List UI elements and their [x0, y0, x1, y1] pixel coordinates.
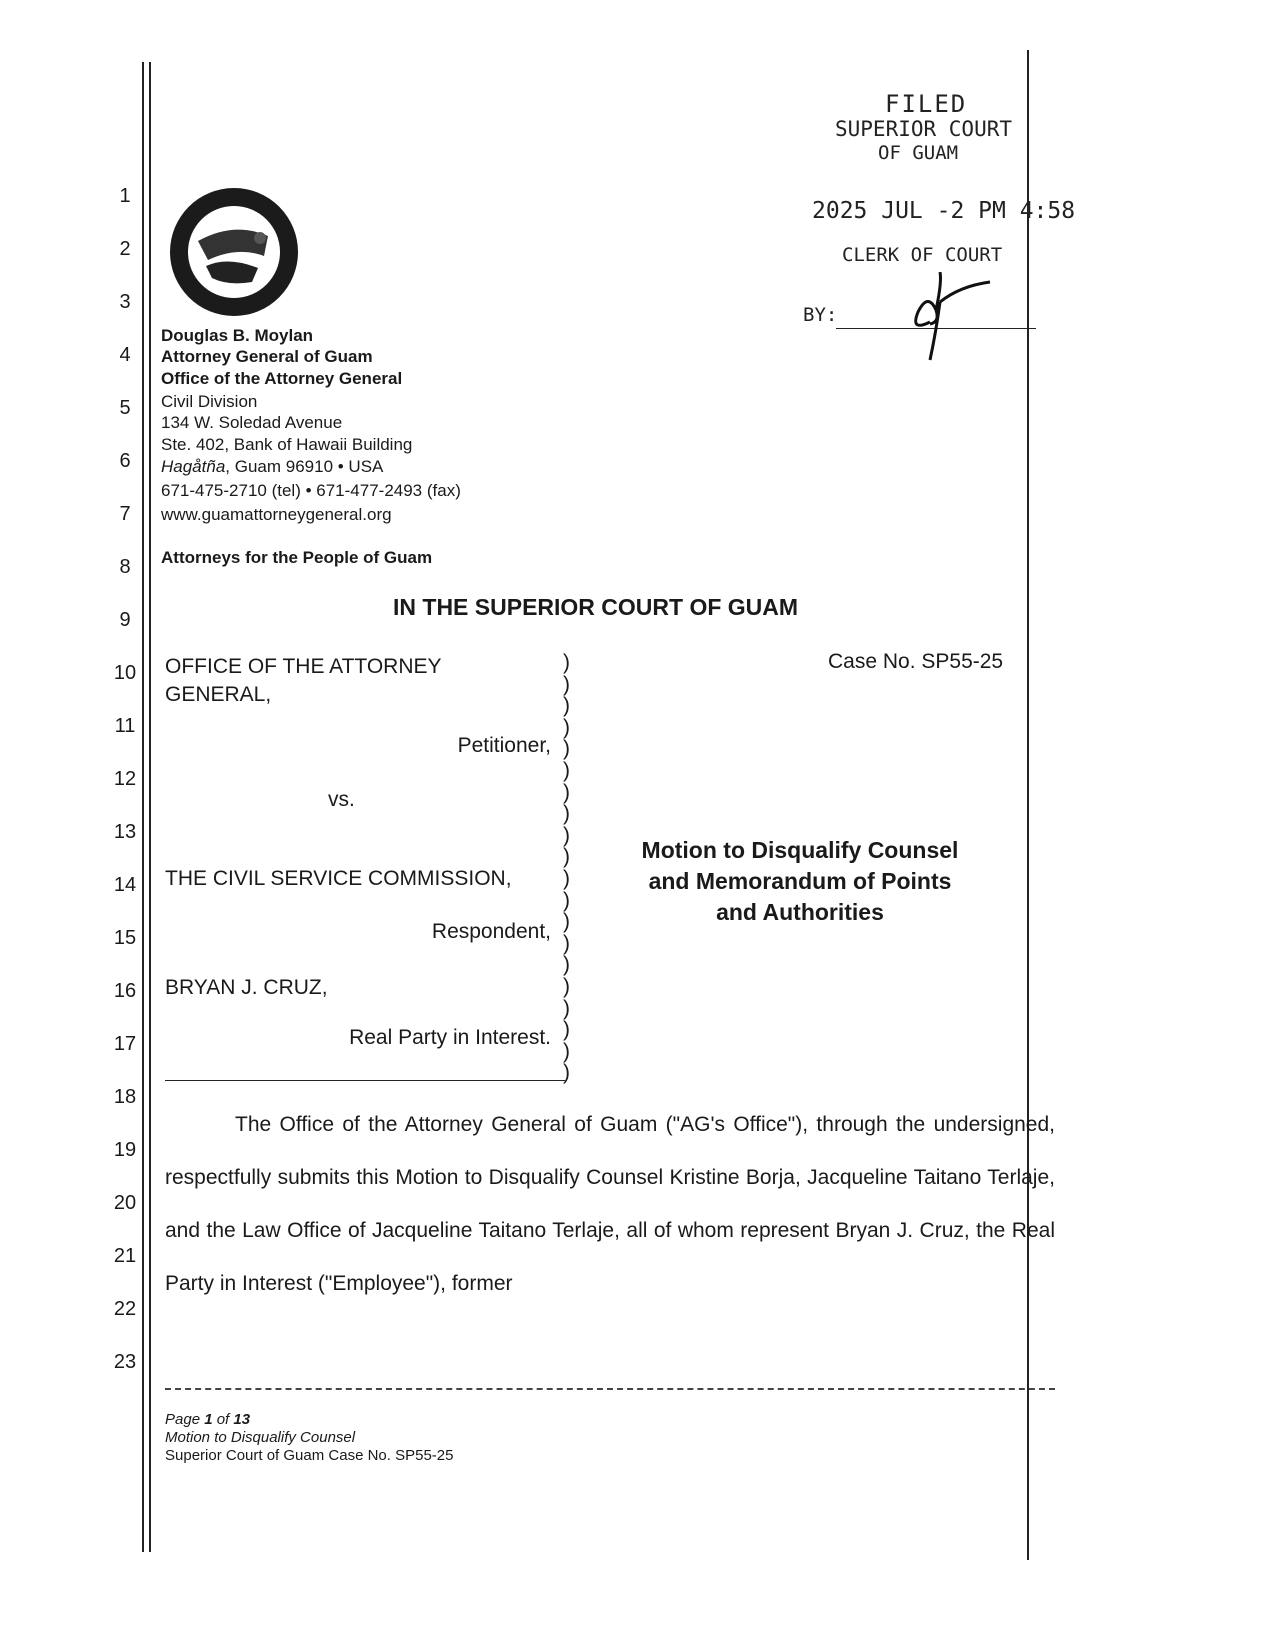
caption-paren: ) — [563, 975, 570, 998]
caption-paren: ) — [563, 651, 570, 674]
phone: 671-475-2710 (tel) • 671-477-2493 (fax) — [161, 481, 461, 500]
caption-paren: ) — [563, 1039, 570, 1063]
city: Hagåtña — [161, 457, 226, 476]
body-paragraph: The Office of the Attorney General of Guam ("AG's Office"), through the undersigned, respectfully submits this Motion to Disqualify Counsel Kristine Borja, Jacqueline Taitano Terlaje, and the Law Office of Jacqueline Taitano Terlaje, all of whom represent Bryan J. Cruz, the Real Party in Interest ("Employee"), former — [165, 1113, 1055, 1295]
line-number: 7 — [119, 503, 131, 525]
line-number: 9 — [119, 609, 131, 631]
caption-paren: ) — [563, 845, 570, 869]
caption-paren: ) — [563, 737, 570, 761]
caption-underline — [165, 1080, 565, 1081]
line-number: 4 — [119, 344, 131, 366]
document-title-3: and Authorities — [716, 899, 884, 925]
page-of: of — [212, 1411, 234, 1428]
division: Civil Division — [161, 392, 258, 411]
caption-paren: ) — [563, 715, 570, 739]
court-title: IN THE SUPERIOR COURT OF GUAM — [393, 594, 799, 620]
petitioner-name-1: OFFICE OF THE ATTORNEY — [165, 655, 442, 678]
real-party-name: BRYAN J. CRUZ, — [165, 976, 328, 999]
caption-paren: ) — [563, 780, 570, 804]
caption-paren: ) — [563, 931, 570, 955]
footer-case: Superior Court of Guam Case No. SP55-25 — [165, 1447, 454, 1464]
caption-paren: ) — [563, 672, 570, 696]
line-number: 5 — [119, 397, 131, 419]
caption-paren: ) — [563, 694, 570, 718]
document-title-1: Motion to Disqualify Counsel — [641, 837, 959, 863]
stamp-court: SUPERIOR COURT — [835, 117, 1013, 141]
case-number: Case No. SP55-25 — [828, 650, 1004, 673]
margin-line — [142, 62, 144, 1552]
suite: Ste. 402, Bank of Hawaii Building — [161, 435, 413, 454]
caption-paren: ) — [563, 1018, 570, 1042]
line-number: 18 — [113, 1086, 137, 1108]
city-line — [161, 457, 383, 477]
line-number: 15 — [113, 927, 137, 949]
margin-line — [149, 62, 151, 1552]
document-title-2: and Memorandum of Points — [648, 868, 952, 894]
petitioner-name-2: GENERAL, — [165, 683, 272, 706]
line-number: 10 — [113, 662, 137, 684]
line-number: 11 — [114, 715, 136, 737]
attorneys-for: Attorneys for the People of Guam — [161, 548, 433, 567]
caption-paren: ) — [563, 996, 570, 1020]
stamp-by: BY: — [803, 304, 838, 326]
attorney-title: Attorney General of Guam — [161, 347, 373, 366]
stamp-of-guam: OF GUAM — [878, 142, 959, 164]
petitioner-role: Petitioner, — [457, 734, 551, 757]
line-number: 1 — [119, 185, 131, 207]
real-party-role: Real Party in Interest. — [349, 1026, 551, 1049]
respondent-role: Respondent, — [431, 920, 551, 943]
stamp-filed: FILED — [885, 90, 968, 118]
caption-paren: ) — [563, 823, 570, 847]
line-number: 2 — [119, 238, 131, 260]
caption-paren: ) — [563, 867, 570, 890]
line-number: 16 — [113, 980, 137, 1002]
caption-paren: ) — [563, 888, 570, 912]
caption-paren: ) — [563, 1061, 570, 1085]
caption-paren: ) — [563, 910, 570, 934]
attorney-name: Douglas B. Moylan — [161, 326, 314, 345]
caption-paren: ) — [563, 953, 570, 977]
line-number: 13 — [113, 821, 137, 843]
caption-paren: ) — [563, 802, 570, 826]
caption-paren: ) — [563, 759, 570, 782]
page-label: Page — [165, 1411, 205, 1428]
line-number: 22 — [113, 1298, 137, 1320]
office-name: Office of the Attorney General — [161, 369, 403, 388]
margin-line-right — [1027, 50, 1029, 1560]
stamp-datetime: 2025 JUL -2 PM 4:58 — [812, 198, 1076, 224]
line-number: 21 — [113, 1245, 137, 1267]
website: www.guamattorneygeneral.org — [161, 505, 392, 524]
line-number: 12 — [113, 768, 137, 790]
footer-doc-title: Motion to Disqualify Counsel — [165, 1429, 356, 1446]
city-rest: , Guam 96910 • USA — [225, 457, 384, 476]
page-total: 13 — [233, 1411, 251, 1428]
line-number: 23 — [113, 1351, 137, 1373]
footer-rule — [165, 1388, 1055, 1390]
respondent-name: THE CIVIL SERVICE COMMISSION, — [165, 867, 512, 890]
page-number: 1 — [204, 1411, 213, 1428]
line-number: 17 — [113, 1033, 137, 1055]
line-number: 14 — [113, 874, 137, 896]
versus: vs. — [328, 788, 355, 811]
line-number: 19 — [113, 1139, 137, 1161]
line-number: 20 — [113, 1192, 137, 1214]
line-number: 6 — [119, 450, 131, 472]
stamp-clerk: CLERK OF COURT — [842, 244, 1003, 266]
line-number: 8 — [119, 556, 131, 578]
line-number: 3 — [119, 291, 131, 313]
street: 134 W. Soledad Avenue — [161, 413, 343, 432]
footer-page — [165, 1411, 250, 1428]
clerk-signature — [900, 272, 1000, 367]
attorney-general-seal — [168, 186, 300, 323]
